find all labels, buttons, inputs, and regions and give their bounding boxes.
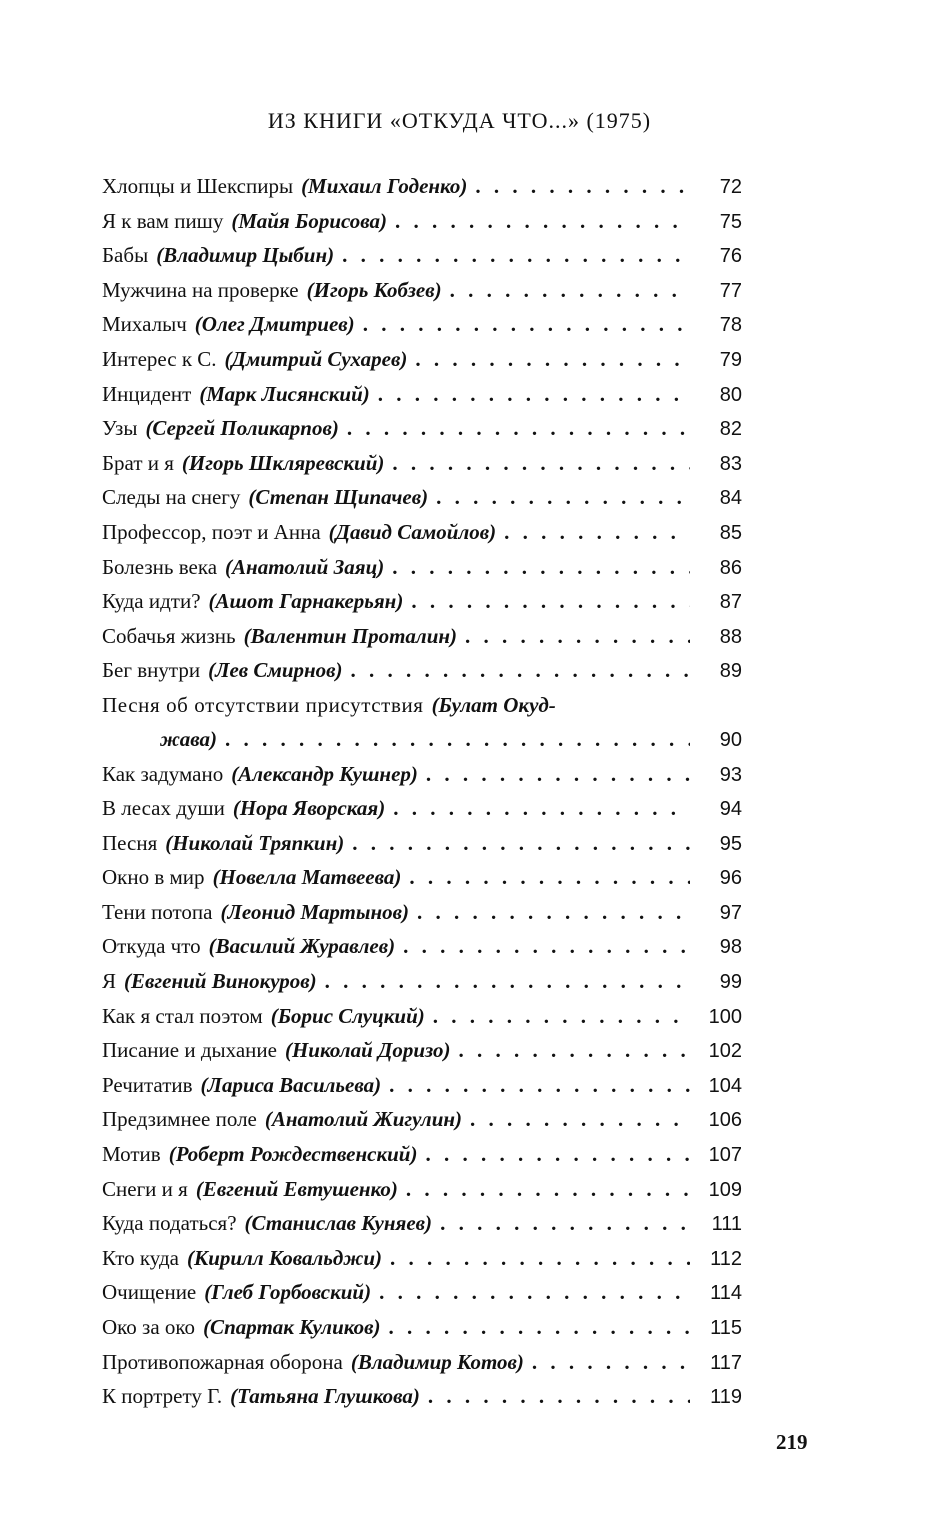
entry-title: Песня xyxy=(102,830,158,855)
entry-page: 109 xyxy=(708,1178,742,1201)
entry-page: 100 xyxy=(708,1005,742,1028)
entry-title: Око за око xyxy=(102,1315,196,1339)
entry-page: 83 xyxy=(719,452,742,475)
entry-title: Окно в мир xyxy=(102,865,205,890)
entry-title: Я xyxy=(102,969,117,994)
entry-author: (Василий Журавлев) xyxy=(208,934,396,959)
leader-dots xyxy=(409,865,690,890)
entry-page: 107 xyxy=(708,1144,742,1167)
entry-title: Мотив xyxy=(102,1142,161,1167)
entry-author: (Степан Щипачев) xyxy=(248,485,429,510)
entry-author: (Давид Самойлов) xyxy=(328,519,497,544)
toc-entry xyxy=(102,416,742,451)
entry-title: Как я стал поэтом xyxy=(102,1003,263,1028)
entry-title: Куда идти? xyxy=(102,589,201,614)
entry-title: Снеги и я xyxy=(102,1176,188,1201)
entry-page: 95 xyxy=(719,832,742,855)
entry-author: (Дмитрий Сухарев) xyxy=(224,346,408,371)
entry-author: (Сергей Поликарпов) xyxy=(145,416,339,441)
toc-entry xyxy=(102,762,742,797)
leader-dots xyxy=(395,209,690,234)
toc-entry-wrapped-line2 xyxy=(102,727,742,762)
entry-title: Как задумано xyxy=(102,761,224,786)
leader-dots xyxy=(470,1107,690,1132)
leader-dots xyxy=(342,243,690,268)
toc-entry xyxy=(102,1350,742,1385)
entry-title: Узы xyxy=(102,416,138,441)
entry-author: (Николай Доризо) xyxy=(284,1038,451,1063)
page-number: 219 xyxy=(776,1430,808,1454)
toc-entry xyxy=(102,451,742,486)
toc-entry xyxy=(102,624,742,659)
toc-entry xyxy=(102,520,742,555)
leader-dots xyxy=(426,762,690,787)
toc-entry xyxy=(102,312,742,347)
entry-author: (Кирилл Ковальджи) xyxy=(186,1245,382,1270)
entry-title: Противопожарная оборона xyxy=(102,1349,343,1374)
toc-entry xyxy=(102,1073,742,1108)
leader-dots xyxy=(440,1211,690,1236)
leader-dots xyxy=(393,796,690,821)
entry-title: Хлопцы и Шекспиры xyxy=(102,174,294,198)
entry-author: (Владимир Цыбин) xyxy=(156,243,335,268)
entry-title: Мужчина на проверке xyxy=(102,277,299,302)
toc-entry xyxy=(102,555,742,590)
toc-entry xyxy=(102,1211,742,1246)
entry-author: (Евгений Евтушенко) xyxy=(195,1176,398,1201)
toc-entry xyxy=(102,1315,742,1350)
leader-dots xyxy=(352,831,690,856)
entry-author: (Леонид Мартынов) xyxy=(220,899,409,924)
entry-title: Куда податься? xyxy=(102,1211,237,1236)
entry-author: жава) xyxy=(160,726,217,751)
entry-title: Я к вам пишу xyxy=(102,208,224,233)
entry-page: 106 xyxy=(708,1109,742,1132)
entry-title: В лесах души xyxy=(102,796,225,821)
leader-dots xyxy=(389,1073,690,1098)
toc-entry xyxy=(102,796,742,831)
entry-page: 93 xyxy=(719,763,742,786)
leader-dots xyxy=(347,416,690,441)
toc-entry xyxy=(102,1107,742,1142)
entry-page: 114 xyxy=(710,1282,742,1305)
entry-author: (Нора Яворская) xyxy=(232,796,386,821)
leader-dots xyxy=(504,520,690,545)
entry-page: 85 xyxy=(719,521,742,544)
entry-author: (Лариса Васильева) xyxy=(200,1072,382,1097)
leader-dots xyxy=(436,485,690,510)
section-heading: ИЗ КНИГИ «ОТКУДА ЧТО...» (1975) xyxy=(267,108,652,133)
toc-entry xyxy=(102,969,742,1004)
toc-entry xyxy=(102,1246,742,1281)
toc-entry xyxy=(102,1384,742,1419)
entry-author: (Олег Дмитриев) xyxy=(194,312,355,337)
entry-author: (Игорь Кобзев) xyxy=(306,277,442,302)
toc-entry-wrapped-line1 xyxy=(102,693,742,727)
entry-title: Тени потопа xyxy=(102,899,213,924)
toc-entry xyxy=(102,243,742,278)
leader-dots xyxy=(415,347,690,372)
toc-entry xyxy=(102,589,742,624)
leader-dots xyxy=(417,900,690,925)
toc-entry xyxy=(102,347,742,382)
entry-title: Предзимнее поле xyxy=(102,1107,257,1132)
entry-page: 77 xyxy=(719,279,742,302)
entry-title: Собачья жизнь xyxy=(102,623,236,648)
leader-dots xyxy=(433,1004,690,1029)
leader-dots xyxy=(225,727,690,752)
entry-author: (Лев Смирнов) xyxy=(208,658,343,683)
entry-title: Песня об отсутствии присутствия xyxy=(102,692,424,717)
entry-author: (Михаил Годенко) xyxy=(301,174,468,198)
entry-page: 76 xyxy=(719,245,742,268)
entry-page: 87 xyxy=(719,591,742,614)
toc-entry xyxy=(102,831,742,866)
table-of-contents xyxy=(102,174,742,1419)
leader-dots xyxy=(450,278,690,303)
leader-dots xyxy=(392,555,690,580)
entry-page: 80 xyxy=(719,383,742,406)
entry-title: Интерес к С. xyxy=(102,346,217,371)
entry-author: (Владимир Котов) xyxy=(350,1349,524,1374)
entry-author: (Марк Лисянский) xyxy=(199,381,370,406)
entry-page: 86 xyxy=(719,556,742,579)
entry-page: 97 xyxy=(719,901,742,924)
toc-entry xyxy=(102,382,742,417)
entry-page: 82 xyxy=(719,418,742,441)
entry-author: (Новелла Матвеева) xyxy=(212,865,402,890)
leader-dots xyxy=(388,1315,690,1340)
entry-author: (Майя Борисова) xyxy=(231,208,388,233)
entry-page: 112 xyxy=(710,1247,742,1270)
toc-entry xyxy=(102,209,742,244)
entry-author: (Булат Окуд- xyxy=(431,692,556,717)
entry-author: (Роберт Рождественский) xyxy=(168,1142,418,1167)
entry-page: 111 xyxy=(711,1213,742,1236)
leader-dots xyxy=(403,934,690,959)
entry-author: (Николай Тряпкин) xyxy=(165,830,345,855)
toc-entry xyxy=(102,900,742,935)
entry-page: 104 xyxy=(708,1074,742,1097)
toc-entry xyxy=(102,1177,742,1212)
leader-dots xyxy=(465,624,690,649)
entry-page: 89 xyxy=(719,660,742,683)
entry-author: (Татьяна Глушкова) xyxy=(230,1384,420,1409)
toc-entry xyxy=(102,1142,742,1177)
entry-author: (Борис Слуцкий) xyxy=(270,1003,425,1028)
toc-entry xyxy=(102,1280,742,1315)
entry-title: Бабы xyxy=(102,243,149,268)
toc-entry xyxy=(102,865,742,900)
entry-page: 115 xyxy=(710,1317,742,1339)
leader-dots xyxy=(378,382,690,407)
leader-dots xyxy=(425,1142,690,1167)
leader-dots xyxy=(392,451,690,476)
entry-author: (Анатолий Жигулин) xyxy=(264,1107,463,1132)
entry-page: 90 xyxy=(719,728,742,751)
entry-page: 117 xyxy=(710,1351,742,1374)
entry-author: (Станислав Куняев) xyxy=(244,1211,433,1236)
leader-dots xyxy=(532,1350,690,1375)
entry-title: Брат и я xyxy=(102,450,174,475)
toc-entry xyxy=(102,1004,742,1039)
entry-page: 88 xyxy=(719,625,742,648)
entry-page: 78 xyxy=(719,314,742,337)
entry-page: 96 xyxy=(719,867,742,890)
entry-title: К портрету Г. xyxy=(102,1384,223,1409)
entry-title: Бег внутри xyxy=(102,658,201,683)
entry-title: Писание и дыхание xyxy=(102,1038,277,1063)
entry-author: (Валентин Проталин) xyxy=(243,623,458,648)
toc-entry xyxy=(102,174,742,209)
entry-title: Откуда что xyxy=(102,934,201,959)
entry-page: 98 xyxy=(719,936,742,959)
leader-dots xyxy=(363,312,690,337)
toc-entry xyxy=(102,934,742,969)
entry-page: 94 xyxy=(719,798,742,821)
toc-entry xyxy=(102,485,742,520)
leader-dots xyxy=(428,1384,690,1409)
entry-author: (Александр Кушнер) xyxy=(231,761,418,786)
entry-author: (Ашот Гарнакерьян) xyxy=(208,589,404,614)
leader-dots xyxy=(325,969,690,994)
entry-title: Очищение xyxy=(102,1280,197,1305)
entry-title: Михалыч xyxy=(102,312,187,337)
entry-author: (Глеб Горбовский) xyxy=(204,1280,372,1305)
entry-author: (Спартак Куликов) xyxy=(203,1315,381,1339)
entry-author: (Анатолий Заяц) xyxy=(225,554,385,579)
leader-dots xyxy=(379,1280,690,1305)
toc-entry xyxy=(102,658,742,693)
entry-title: Профессор, поэт и Анна xyxy=(102,519,321,544)
toc-entry xyxy=(102,278,742,313)
entry-page: 102 xyxy=(708,1040,742,1063)
entry-title: Болезнь века xyxy=(102,554,218,579)
entry-page: 99 xyxy=(719,971,742,994)
leader-dots xyxy=(475,174,690,199)
leader-dots xyxy=(411,589,690,614)
entry-title: Следы на снегу xyxy=(102,485,241,510)
entry-title: Инцидент xyxy=(102,381,192,406)
entry-page: 79 xyxy=(719,348,742,371)
leader-dots xyxy=(406,1177,690,1202)
entry-page: 75 xyxy=(719,210,742,233)
entry-title: Кто куда xyxy=(102,1245,179,1270)
leader-dots xyxy=(390,1246,690,1271)
entry-page: 84 xyxy=(719,487,742,510)
entry-title: Речитатив xyxy=(102,1072,193,1097)
leader-dots xyxy=(351,658,690,683)
leader-dots xyxy=(458,1038,690,1063)
entry-author: (Игорь Шкляревский) xyxy=(181,450,385,475)
entry-page: 119 xyxy=(710,1386,742,1409)
entry-page: 72 xyxy=(719,176,742,198)
entry-author: (Евгений Винокуров) xyxy=(124,969,317,994)
toc-entry xyxy=(102,1038,742,1073)
